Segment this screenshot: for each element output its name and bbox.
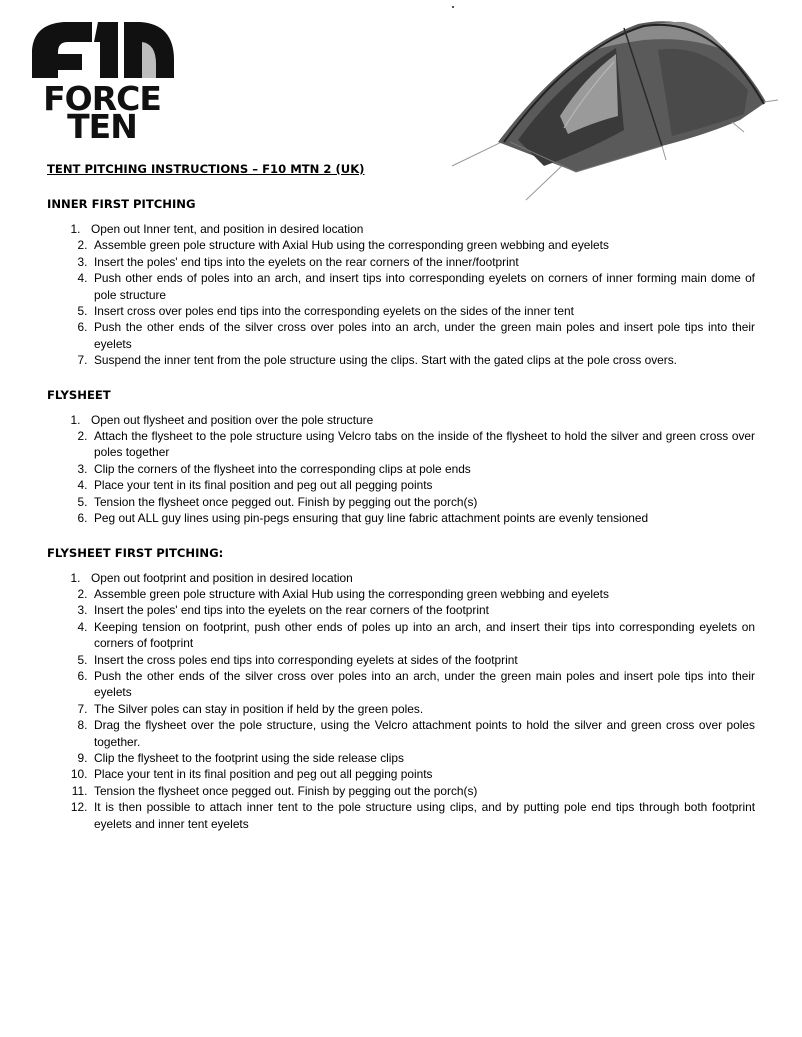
step-number: 6. (77, 668, 94, 683)
step-text: Attach the flysheet to the pole structure using Velcro tabs on the inside of the flysheet to hold the silver and green cross over poles together (94, 429, 755, 460)
list-item (47, 750, 755, 766)
document-title: TENT PITCHING INSTRUCTIONS – F10 MTN 2 (UK) (47, 162, 365, 176)
step-number: 5. (77, 304, 94, 319)
step-text: The Silver poles can stay in position if held by the green poles. (94, 701, 424, 716)
step-text: Suspend the inner tent from the pole structure using the clips. Start with the gated clips at the pole cross overs. (94, 353, 677, 368)
section-heading-inner-first: INNER FIRST PITCHING (47, 197, 196, 211)
step-number: 3. (77, 461, 94, 476)
list-item (47, 270, 755, 303)
list-item (47, 303, 755, 319)
step-text: Drag the flysheet over the pole structure, using the Velcro attachment points to hold the silver and green cross over poles together. (94, 718, 755, 749)
list-item (47, 352, 755, 368)
step-text: Open out flysheet and position over the pole structure (91, 412, 374, 427)
step-text: It is then possible to attach inner tent to the pole structure using clips, and by putting pole end tips through both footprint eyelets and inner tent eyelets (94, 800, 755, 831)
list-item (47, 412, 755, 428)
step-text: Insert cross over poles end tips into the corresponding eyelets on the sides of the inner tent (94, 304, 574, 319)
step-number: 8. (77, 718, 94, 733)
step-number: 4. (77, 271, 94, 286)
step-text: Peg out ALL guy lines using pin-pegs ensuring that guy line fabric attachment points are evenly tensioned (94, 511, 649, 526)
logo-word-ten: TEN (67, 107, 137, 146)
list-item (47, 799, 755, 832)
list-item (47, 586, 755, 602)
logo-word-force: FORCE (43, 79, 161, 118)
list-item (47, 668, 755, 701)
list-item (47, 717, 755, 750)
step-text: Push the other ends of the silver cross over poles into an arch, under the green main poles and insert pole tips into their eyelets (94, 320, 755, 351)
step-number: 6. (77, 511, 94, 526)
step-text: Clip the corners of the flysheet into the corresponding clips at pole ends (94, 461, 471, 476)
step-number: 1. (70, 412, 87, 427)
step-text: Tension the flysheet once pegged out. Finish by pegging out the porch(s) (94, 783, 478, 798)
step-number: 1. (70, 570, 87, 585)
list-item (47, 237, 755, 253)
step-text: Clip the flysheet to the footprint using the side release clips (94, 750, 404, 765)
list-item (47, 510, 755, 526)
list-item (47, 494, 755, 510)
step-text: Open out footprint and position in desired location (91, 570, 353, 585)
step-number: 9. (77, 750, 94, 765)
flysheet-first-steps (47, 570, 755, 833)
list-item (47, 783, 755, 799)
list-item (47, 570, 755, 586)
step-number: 11. (71, 783, 94, 798)
list-item (47, 602, 755, 618)
list-item (47, 766, 755, 782)
flysheet-steps (47, 412, 755, 527)
step-number: 3. (77, 603, 94, 618)
step-text: Place your tent in its final position and peg out all pegging points (94, 478, 433, 493)
list-item (47, 477, 755, 493)
step-text: Keeping tension on footprint, push other ends of poles up into an arch, and insert their tips into corresponding eyelets on corners of footprint (94, 619, 755, 651)
list-item (47, 221, 755, 237)
list-item (47, 652, 755, 668)
list-item (47, 461, 755, 477)
step-number: 5. (77, 494, 94, 509)
list-item (47, 428, 755, 461)
step-number: 4. (77, 619, 94, 634)
step-text: Insert the poles' end tips into the eyelets on the rear corners of the inner/footprint (94, 254, 519, 269)
step-number: 2. (77, 429, 94, 444)
step-text: Assemble green pole structure with Axial Hub using the corresponding green webbing and eyelets (94, 238, 609, 253)
step-number: 4. (77, 478, 94, 493)
step-text: Insert the poles' end tips into the eyelets on the rear corners of the footprint (94, 603, 489, 618)
step-text: Open out Inner tent, and position in desired location (91, 222, 364, 236)
step-number: 3. (77, 254, 94, 269)
step-number: 7. (77, 353, 94, 368)
list-item (47, 619, 755, 652)
step-number: 2. (77, 238, 94, 253)
step-text: Push the other ends of the silver cross over poles into an arch, under the green main poles and insert pole tips into their eyelets (94, 668, 755, 700)
step-text: Assemble green pole structure with Axial Hub using the corresponding green webbing and eyelets (94, 586, 609, 601)
step-number: 1. (70, 222, 87, 236)
section-heading-flysheet: FLYSHEET (47, 387, 111, 402)
step-number: 6. (77, 320, 94, 335)
step-text: Insert the cross poles end tips into corresponding eyelets at sides of the footprint (94, 652, 518, 667)
step-number: 10. (70, 767, 94, 782)
inner-first-steps (47, 221, 755, 369)
force-ten-logo (28, 20, 176, 146)
step-text: Push other ends of poles into an arch, and insert tips into corresponding eyelets on corners of inner forming main dome of pole structure (94, 271, 755, 302)
section-heading-flysheet-first: FLYSHEET FIRST PITCHING: (47, 545, 224, 560)
list-item (47, 254, 755, 270)
step-number: 2. (77, 586, 94, 601)
instructions-content (47, 162, 755, 851)
step-text: Place your tent in its final position and peg out all pegging points (94, 767, 433, 782)
list-item (47, 701, 755, 717)
step-number: 5. (77, 652, 94, 667)
step-number: 7. (77, 701, 94, 716)
list-item (47, 319, 755, 352)
step-text: Tension the flysheet once pegged out. Finish by pegging out the porch(s) (94, 494, 478, 509)
stray-dot (452, 6, 454, 8)
step-number: 12. (70, 800, 94, 815)
